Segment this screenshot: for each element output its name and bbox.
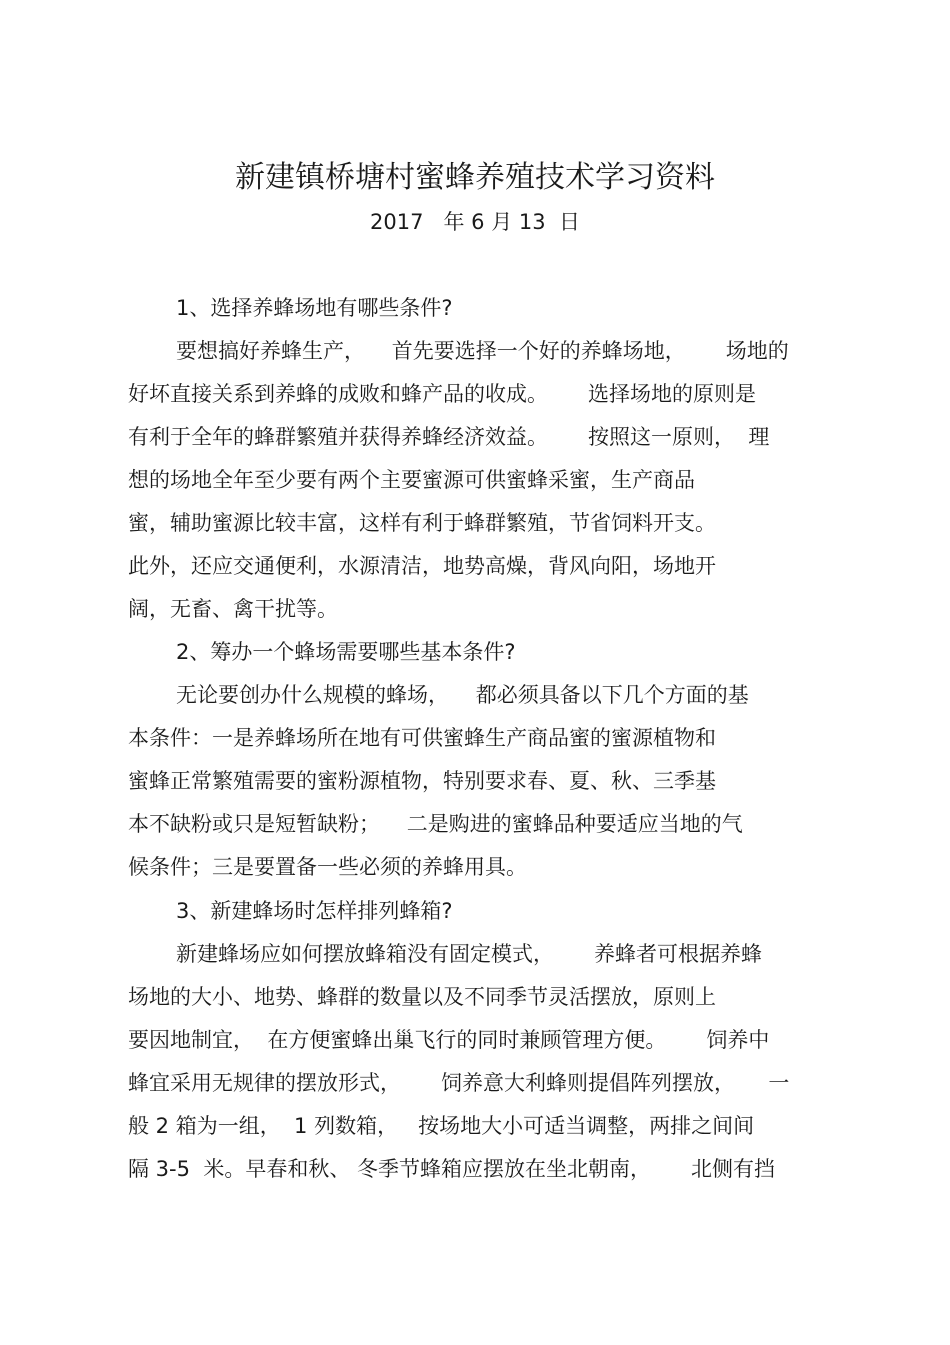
paragraph-line: 蜂宜采用无规律的摆放形式， 饲养意大利蜂则提倡阵列摆放， 一	[128, 1071, 790, 1095]
paragraph-line: 隔 3-5 米。早春和秋、 冬季节蜂箱应摆放在坐北朝南， 北侧有挡	[128, 1157, 776, 1181]
paragraph-line: 此外，还应交通便利，水源清洁，地势高燥，背风向阳，场地开	[128, 554, 716, 578]
paragraph-line: 要因地制宜， 在方便蜜蜂出巢飞行的同时兼顾管理方便。 饲养中	[128, 1028, 770, 1052]
paragraph-line: 无论要创办什么规模的蜂场， 都必须具备以下几个方面的基	[176, 683, 749, 707]
paragraph-line: 蜜，辅助蜜源比较丰富，这样有利于蜂群繁殖，节省饲料开支。	[128, 511, 716, 535]
question-heading-2: 2、筹办一个蜂场需要哪些基本条件?	[176, 640, 516, 664]
paragraph-line: 要想搞好养蜂生产， 首先要选择一个好的养蜂场地， 场地的	[176, 339, 789, 363]
question-heading-3: 3、新建蜂场时怎样排列蜂箱?	[176, 899, 453, 923]
question-heading-1: 1、选择养蜂场地有哪些条件?	[176, 296, 453, 320]
paragraph-line: 场地的大小、地势、蜂群的数量以及不同季节灵活摆放，原则上	[128, 985, 716, 1009]
paragraph-line: 好坏直接关系到养蜂的成败和蜂产品的收成。 选择场地的原则是	[128, 382, 757, 406]
document-date: 2017 年 6 月 13 日	[370, 210, 580, 234]
document-title: 新建镇桥塘村蜜蜂养殖技术学习资料	[235, 160, 715, 195]
paragraph-line: 阔，无畜、禽干扰等。	[128, 597, 338, 621]
paragraph-line: 有利于全年的蜂群繁殖并获得养蜂经济效益。 按照这一原则， 理	[128, 425, 770, 449]
paragraph-line: 蜜蜂正常繁殖需要的蜜粉源植物，特别要求春、夏、秋、三季基	[128, 769, 716, 793]
paragraph-line: 本不缺粉或只是短暂缺粉； 二是购进的蜜蜂品种要适应当地的气	[128, 812, 743, 836]
paragraph-line: 想的场地全年至少要有两个主要蜜源可供蜜蜂采蜜，生产商品	[128, 468, 695, 492]
paragraph-line: 新建蜂场应如何摆放蜂箱没有固定模式， 养蜂者可根据养蜂	[176, 942, 763, 966]
paragraph-line: 本条件：一是养蜂场所在地有可供蜜蜂生产商品蜜的蜜源植物和	[128, 726, 716, 750]
paragraph-line: 般 2 箱为一组， 1 列数箱， 按场地大小可适当调整，两排之间间	[128, 1114, 755, 1138]
paragraph-line: 候条件；三是要置备一些必须的养蜂用具。	[128, 855, 527, 879]
